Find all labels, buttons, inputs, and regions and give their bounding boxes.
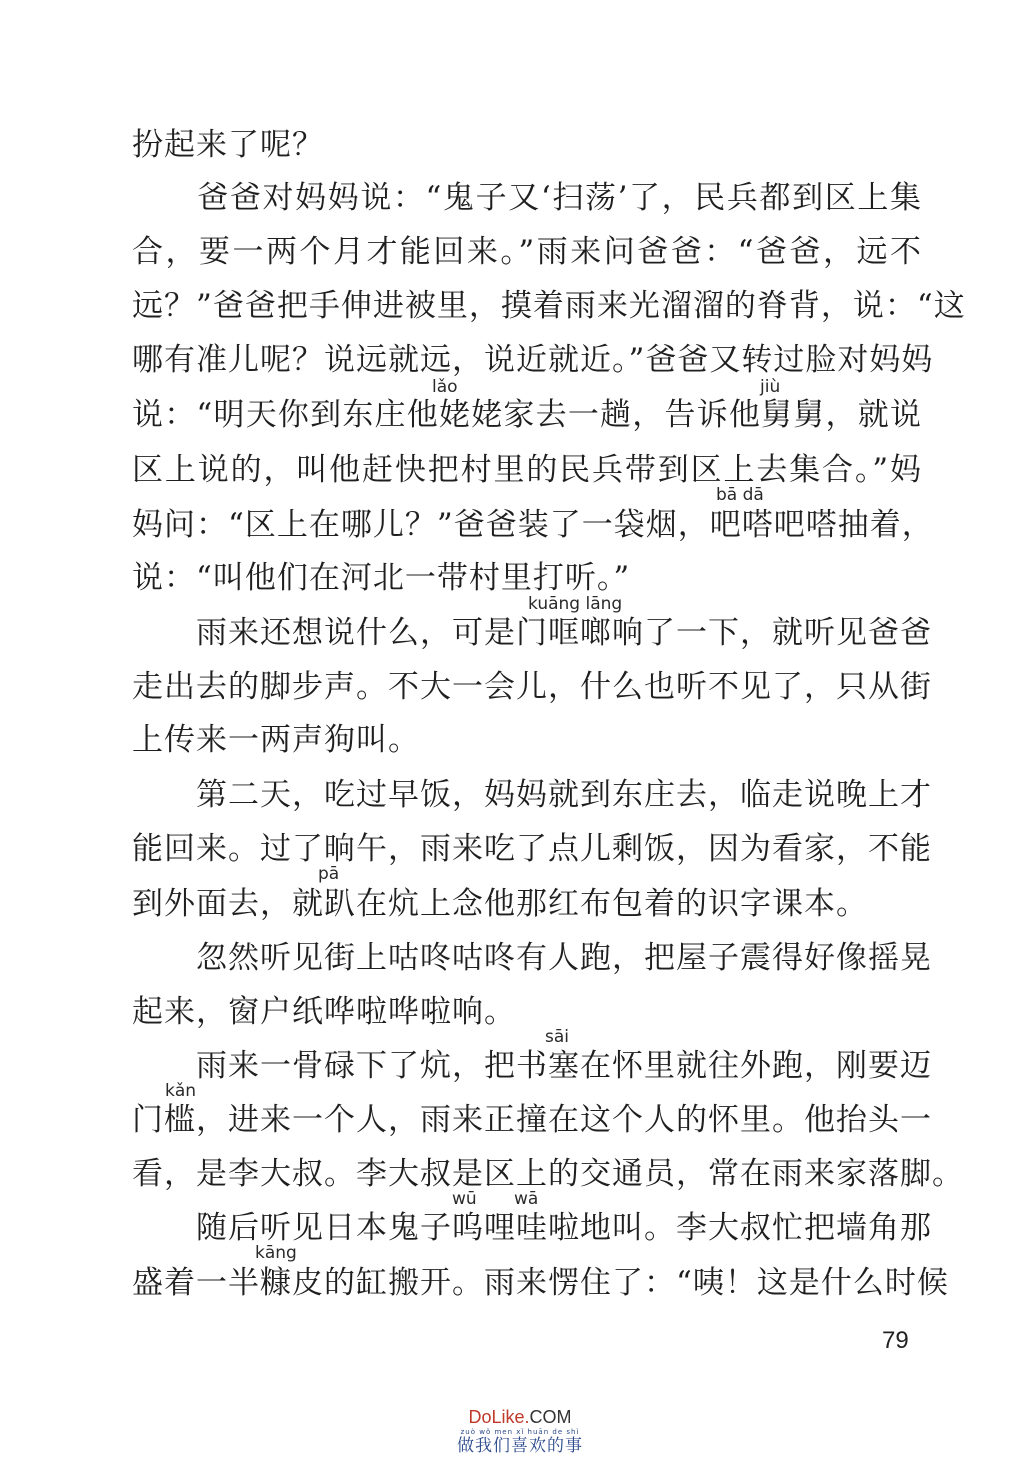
pinyin-annotation: kǎn xyxy=(165,1081,197,1101)
text-line: 合，要一两个月才能回来。”雨来问爸爸：“爸爸，远不 xyxy=(132,234,922,270)
text-line: 忽然听见街上咕咚咕咚有人跑，把屋子震得好像摇晃 xyxy=(132,940,932,976)
text-line: 爸爸对妈妈说：“鬼子又‘扫荡’了，民兵都到区上集 xyxy=(132,180,922,216)
page-number: 79 xyxy=(882,1327,909,1354)
text-line: 远？”爸爸把手伸进被里，摸着雨来光溜溜的脊背，说：“这 xyxy=(132,288,966,324)
text-line: 雨来一骨碌下了炕，把书塞在怀里就往外跑，刚要迈 xyxy=(132,1048,932,1084)
pinyin-annotation: kuāng lāng xyxy=(528,594,623,614)
text-line: 妈问：“区上在哪儿？”爸爸装了一袋烟，吧嗒吧嗒抽着， xyxy=(132,507,934,543)
pinyin-annotation: wū xyxy=(452,1189,477,1209)
text-line: 哪有准儿呢？说远就远，说近就近。”爸爸又转过脸对妈妈 xyxy=(132,342,934,378)
pinyin-annotation: jiù xyxy=(760,377,781,397)
text-line: 随后听见日本鬼子呜哩哇啦地叫。李大叔忙把墙角那 xyxy=(132,1210,932,1246)
text-line: 第二天，吃过早饭，妈妈就到东庄去，临走说晚上才 xyxy=(132,777,932,813)
pinyin-annotation: lǎo xyxy=(432,377,458,397)
pinyin-annotation: pā xyxy=(318,864,340,884)
text-line: 说：“叫他们在河北一带村里打听。” xyxy=(132,560,631,596)
text-line: 到外面去，就趴在炕上念他那红布包着的识字课本。 xyxy=(132,886,868,922)
pinyin-annotation: sāi xyxy=(545,1027,569,1047)
text-line: 走出去的脚步声。不大一会儿，什么也听不见了，只从街 xyxy=(132,669,932,705)
text-line: 盛着一半糠皮的缸搬开。雨来愣住了：“咦！这是什么时候 xyxy=(132,1265,949,1301)
pinyin-annotation: kāng xyxy=(255,1243,297,1263)
watermark-slogan: 做我们喜欢的事 xyxy=(457,1436,583,1456)
watermark-logo-main: DoLike. xyxy=(468,1407,530,1427)
text-line: 起来，窗户纸哗啦哗啦响。 xyxy=(132,994,516,1030)
watermark-logo-com: COM xyxy=(529,1407,572,1427)
text-line: 能回来。过了晌午，雨来吃了点儿剩饭，因为看家，不能 xyxy=(132,831,932,867)
text-line: 看，是李大叔。李大叔是区上的交通员，常在雨来家落脚。 xyxy=(132,1156,964,1192)
text-line: 上传来一两声狗叫。 xyxy=(132,722,420,758)
watermark-pinyin: zuò wǒ men xǐ huān de shì xyxy=(460,1428,580,1436)
pinyin-annotation: wā xyxy=(514,1189,539,1209)
text-line: 说：“明天你到东庄他姥姥家去一趟，告诉他舅舅，就说 xyxy=(132,397,922,433)
watermark-logo xyxy=(440,1406,600,1428)
text-line: 雨来还想说什么，可是门哐啷响了一下，就听见爸爸 xyxy=(132,615,932,651)
site-watermark xyxy=(440,1406,600,1456)
text-line: 区上说的，叫他赶快把村里的民兵带到区上去集合。”妈 xyxy=(132,452,922,488)
text-line: 门槛，进来一个人，雨来正撞在这个人的怀里。他抬头一 xyxy=(132,1102,932,1138)
text-line: 扮起来了呢？ xyxy=(132,127,324,163)
pinyin-annotation: bā dā xyxy=(716,485,764,505)
